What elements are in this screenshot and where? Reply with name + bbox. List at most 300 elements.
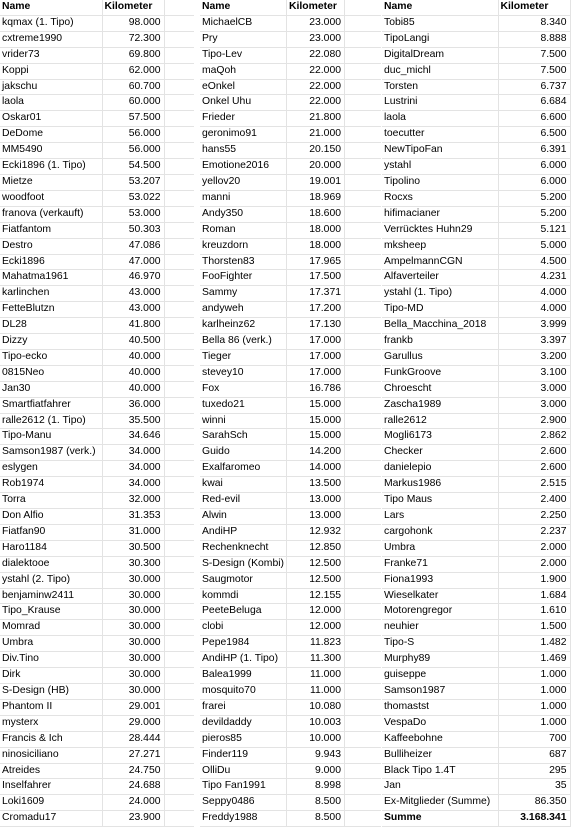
cell-kilometer[interactable]: 13.000 <box>287 493 345 509</box>
cell-kilometer[interactable]: 30.300 <box>102 556 164 572</box>
cell-name[interactable]: karlinchen <box>0 286 102 302</box>
cell-name[interactable]: FooFighter <box>200 270 287 286</box>
cell-kilometer[interactable]: 18.000 <box>287 222 345 238</box>
cell-kilometer[interactable]: 1.500 <box>498 620 570 636</box>
cell-kilometer[interactable]: 10.000 <box>287 731 345 747</box>
cell-kilometer[interactable]: 20.150 <box>287 143 345 159</box>
cell-name[interactable]: NewTipoFan <box>382 143 498 159</box>
cell-name[interactable]: Torsten <box>382 79 498 95</box>
summary-total[interactable]: 3.168.341 <box>498 811 570 827</box>
cell-name[interactable]: Samson1987 (verk.) <box>0 445 102 461</box>
cell-name[interactable]: Jan30 <box>0 381 102 397</box>
cell-name[interactable]: mosquito70 <box>200 683 287 699</box>
cell-kilometer[interactable]: 31.000 <box>102 524 164 540</box>
cell-kilometer[interactable]: 34.646 <box>102 429 164 445</box>
cell-name[interactable]: Finder119 <box>200 747 287 763</box>
cell-name[interactable]: Frieder <box>200 111 287 127</box>
cell-kilometer[interactable]: 8.500 <box>287 811 345 827</box>
cell-kilometer[interactable]: 22.000 <box>287 95 345 111</box>
cell-name[interactable]: duc_michl <box>382 63 498 79</box>
cell-kilometer[interactable]: 98.000 <box>102 15 164 31</box>
cell-name[interactable]: Bulliheizer <box>382 747 498 763</box>
cell-kilometer[interactable]: 28.444 <box>102 731 164 747</box>
cell-name[interactable]: ralle2612 <box>382 413 498 429</box>
cell-kilometer[interactable]: 53.207 <box>102 174 164 190</box>
cell-kilometer[interactable]: 5.200 <box>498 206 570 222</box>
cell-name[interactable]: Koppi <box>0 63 102 79</box>
cell-name[interactable]: tuxedo21 <box>200 397 287 413</box>
cell-name[interactable]: Umbra <box>0 636 102 652</box>
cell-kilometer[interactable]: 16.786 <box>287 381 345 397</box>
cell-kilometer[interactable]: 30.000 <box>102 636 164 652</box>
cell-name[interactable]: AmpelmannCGN <box>382 254 498 270</box>
cell-kilometer[interactable]: 7.500 <box>498 47 570 63</box>
cell-kilometer[interactable]: 17.000 <box>287 349 345 365</box>
cell-kilometer[interactable]: 687 <box>498 747 570 763</box>
cell-kilometer[interactable]: 15.000 <box>287 429 345 445</box>
cell-name[interactable]: eOnkel <box>200 79 287 95</box>
cell-kilometer[interactable]: 17.130 <box>287 318 345 334</box>
cell-name[interactable]: laola <box>0 95 102 111</box>
cell-name[interactable]: vrider73 <box>0 47 102 63</box>
cell-kilometer[interactable]: 1.000 <box>498 715 570 731</box>
header-name[interactable]: Name <box>200 0 287 15</box>
cell-kilometer[interactable]: 3.000 <box>498 381 570 397</box>
cell-name[interactable]: winni <box>200 413 287 429</box>
cell-kilometer[interactable]: 34.000 <box>102 445 164 461</box>
cell-name[interactable]: Onkel Uhu <box>200 95 287 111</box>
cell-kilometer[interactable]: 72.300 <box>102 31 164 47</box>
cell-kilometer[interactable]: 17.371 <box>287 286 345 302</box>
cell-name[interactable]: SarahSch <box>200 429 287 445</box>
cell-kilometer[interactable]: 8.340 <box>498 15 570 31</box>
cell-kilometer[interactable]: 47.000 <box>102 254 164 270</box>
cell-kilometer[interactable]: 1.000 <box>498 683 570 699</box>
cell-kilometer[interactable]: 40.000 <box>102 349 164 365</box>
cell-name[interactable]: TipoLangi <box>382 31 498 47</box>
cell-kilometer[interactable]: 54.500 <box>102 159 164 175</box>
cell-name[interactable]: AndiHP (1. Tipo) <box>200 652 287 668</box>
cell-kilometer[interactable]: 6.391 <box>498 143 570 159</box>
cell-kilometer[interactable]: 2.250 <box>498 509 570 525</box>
cell-name[interactable]: Oskar01 <box>0 111 102 127</box>
cell-name[interactable]: Checker <box>382 445 498 461</box>
cell-name[interactable]: Tieger <box>200 349 287 365</box>
cell-name[interactable]: Francis & Ich <box>0 731 102 747</box>
cell-kilometer[interactable]: 11.823 <box>287 636 345 652</box>
cell-name[interactable]: Samson1987 <box>382 683 498 699</box>
cell-kilometer[interactable]: 43.000 <box>102 286 164 302</box>
cell-kilometer[interactable]: 56.000 <box>102 127 164 143</box>
header-kilometer[interactable]: Kilometer <box>498 0 570 15</box>
cell-name[interactable]: PeeteBeluga <box>200 604 287 620</box>
cell-name[interactable]: Rob1974 <box>0 477 102 493</box>
cell-name[interactable]: guiseppe <box>382 668 498 684</box>
cell-name[interactable]: Mahatma1961 <box>0 270 102 286</box>
cell-name[interactable]: Alwin <box>200 509 287 525</box>
cell-name[interactable]: Emotione2016 <box>200 159 287 175</box>
cell-kilometer[interactable]: 53.000 <box>102 206 164 222</box>
cell-name[interactable]: manni <box>200 190 287 206</box>
cell-name[interactable]: Jan <box>382 779 498 795</box>
cell-name[interactable]: ystahl (2. Tipo) <box>0 572 102 588</box>
cell-name[interactable]: Ecki1896 (1. Tipo) <box>0 159 102 175</box>
cell-kilometer[interactable]: 14.000 <box>287 461 345 477</box>
cell-name[interactable]: Bella_Macchina_2018 <box>382 318 498 334</box>
cell-name[interactable]: ystahl (1. Tipo) <box>382 286 498 302</box>
cell-name[interactable]: Verrücktes Huhn29 <box>382 222 498 238</box>
cell-name[interactable]: Wieselkater <box>382 588 498 604</box>
cell-name[interactable]: Dizzy <box>0 334 102 350</box>
cell-name[interactable]: ninosiciliano <box>0 747 102 763</box>
cell-kilometer[interactable]: 24.000 <box>102 795 164 811</box>
cell-kilometer[interactable]: 30.500 <box>102 540 164 556</box>
cell-kilometer[interactable]: 2.862 <box>498 429 570 445</box>
cell-kilometer[interactable]: 5.000 <box>498 238 570 254</box>
cell-name[interactable]: eslygen <box>0 461 102 477</box>
cell-kilometer[interactable]: 40.000 <box>102 381 164 397</box>
cell-kilometer[interactable]: 1.482 <box>498 636 570 652</box>
cell-name[interactable]: Andy350 <box>200 206 287 222</box>
cell-kilometer[interactable]: 17.965 <box>287 254 345 270</box>
cell-name[interactable]: geronimo91 <box>200 127 287 143</box>
cell-name[interactable]: S-Design (Kombi) <box>200 556 287 572</box>
cell-name[interactable]: clobi <box>200 620 287 636</box>
cell-name[interactable]: Kaffeebohne <box>382 731 498 747</box>
cell-kilometer[interactable]: 2.600 <box>498 461 570 477</box>
cell-name[interactable]: FetteBlutzn <box>0 302 102 318</box>
cell-name[interactable]: MM5490 <box>0 143 102 159</box>
cell-kilometer[interactable]: 17.200 <box>287 302 345 318</box>
cell-kilometer[interactable]: 12.000 <box>287 604 345 620</box>
cell-kilometer[interactable]: 2.515 <box>498 477 570 493</box>
cell-name[interactable]: Fox <box>200 381 287 397</box>
cell-kilometer[interactable]: 4.000 <box>498 286 570 302</box>
cell-name[interactable]: franova (verkauft) <box>0 206 102 222</box>
cell-name[interactable]: laola <box>382 111 498 127</box>
cell-name[interactable]: Franke71 <box>382 556 498 572</box>
cell-kilometer[interactable]: 6.500 <box>498 127 570 143</box>
cell-kilometer[interactable]: 2.400 <box>498 493 570 509</box>
cell-name[interactable]: mysterx <box>0 715 102 731</box>
cell-kilometer[interactable]: 23.000 <box>287 15 345 31</box>
cell-kilometer[interactable]: 11.300 <box>287 652 345 668</box>
cell-name[interactable]: karlheinz62 <box>200 318 287 334</box>
cell-kilometer[interactable]: 23.900 <box>102 811 164 827</box>
cell-kilometer[interactable]: 10.080 <box>287 699 345 715</box>
cell-kilometer[interactable]: 6.000 <box>498 174 570 190</box>
cell-kilometer[interactable]: 15.000 <box>287 413 345 429</box>
cell-name[interactable]: Torra <box>0 493 102 509</box>
cell-kilometer[interactable]: 12.000 <box>287 620 345 636</box>
cell-kilometer[interactable]: 2.000 <box>498 540 570 556</box>
cell-kilometer[interactable]: 3.000 <box>498 397 570 413</box>
cell-name[interactable]: hifimacianer <box>382 206 498 222</box>
cell-kilometer[interactable]: 2.600 <box>498 445 570 461</box>
cell-kilometer[interactable]: 18.000 <box>287 238 345 254</box>
cell-kilometer[interactable]: 29.001 <box>102 699 164 715</box>
cell-kilometer[interactable]: 27.271 <box>102 747 164 763</box>
cell-name[interactable]: Don Alfio <box>0 509 102 525</box>
cell-kilometer[interactable]: 17.000 <box>287 365 345 381</box>
cell-kilometer[interactable]: 21.000 <box>287 127 345 143</box>
cell-name[interactable]: thomastst <box>382 699 498 715</box>
cell-name[interactable]: Haro1184 <box>0 540 102 556</box>
cell-kilometer[interactable]: 3.200 <box>498 349 570 365</box>
cell-name[interactable]: Atreides <box>0 763 102 779</box>
cell-name[interactable]: Lars <box>382 509 498 525</box>
cell-kilometer[interactable]: 3.397 <box>498 334 570 350</box>
cell-kilometer[interactable]: 1.000 <box>498 668 570 684</box>
cell-kilometer[interactable]: 35.500 <box>102 413 164 429</box>
cell-name[interactable]: Chroescht <box>382 381 498 397</box>
cell-kilometer[interactable]: 6.000 <box>498 159 570 175</box>
cell-name[interactable]: FunkGroove <box>382 365 498 381</box>
cell-name[interactable]: Tipo-S <box>382 636 498 652</box>
cell-name[interactable]: DL28 <box>0 318 102 334</box>
cell-name[interactable]: Inselfahrer <box>0 779 102 795</box>
cell-name[interactable]: Ex-Mitglieder (Summe) <box>382 795 498 811</box>
cell-kilometer[interactable]: 295 <box>498 763 570 779</box>
cell-kilometer[interactable]: 30.000 <box>102 572 164 588</box>
cell-name[interactable]: Fiatfan90 <box>0 524 102 540</box>
cell-name[interactable]: pieros85 <box>200 731 287 747</box>
cell-name[interactable]: kqmax (1. Tipo) <box>0 15 102 31</box>
cell-kilometer[interactable]: 29.000 <box>102 715 164 731</box>
cell-name[interactable]: Tipo_Krause <box>0 604 102 620</box>
cell-name[interactable]: Tipolino <box>382 174 498 190</box>
cell-name[interactable]: devildaddy <box>200 715 287 731</box>
cell-kilometer[interactable]: 36.000 <box>102 397 164 413</box>
cell-kilometer[interactable]: 34.000 <box>102 461 164 477</box>
cell-name[interactable]: Alfaverteiler <box>382 270 498 286</box>
cell-name[interactable]: kwai <box>200 477 287 493</box>
cell-name[interactable]: Zascha1989 <box>382 397 498 413</box>
cell-kilometer[interactable]: 30.000 <box>102 652 164 668</box>
cell-kilometer[interactable]: 30.000 <box>102 683 164 699</box>
cell-kilometer[interactable]: 4.231 <box>498 270 570 286</box>
cell-name[interactable]: Seppy0486 <box>200 795 287 811</box>
cell-name[interactable]: Black Tipo 1.4T <box>382 763 498 779</box>
cell-kilometer[interactable]: 5.121 <box>498 222 570 238</box>
cell-kilometer[interactable]: 4.500 <box>498 254 570 270</box>
cell-name[interactable]: OlliDu <box>200 763 287 779</box>
cell-name[interactable]: stevey10 <box>200 365 287 381</box>
cell-kilometer[interactable]: 10.003 <box>287 715 345 731</box>
cell-name[interactable]: Markus1986 <box>382 477 498 493</box>
cell-name[interactable]: Rechenknecht <box>200 540 287 556</box>
cell-kilometer[interactable]: 19.001 <box>287 174 345 190</box>
cell-name[interactable]: yellov20 <box>200 174 287 190</box>
cell-name[interactable]: Sammy <box>200 286 287 302</box>
cell-name[interactable]: hans55 <box>200 143 287 159</box>
header-kilometer[interactable]: Kilometer <box>102 0 164 15</box>
cell-kilometer[interactable]: 17.000 <box>287 334 345 350</box>
cell-name[interactable]: woodfoot <box>0 190 102 206</box>
cell-name[interactable]: frankb <box>382 334 498 350</box>
cell-kilometer[interactable]: 15.000 <box>287 397 345 413</box>
cell-kilometer[interactable]: 12.155 <box>287 588 345 604</box>
cell-kilometer[interactable]: 22.000 <box>287 63 345 79</box>
cell-kilometer[interactable]: 21.800 <box>287 111 345 127</box>
cell-kilometer[interactable]: 9.943 <box>287 747 345 763</box>
cell-name[interactable]: neuhier <box>382 620 498 636</box>
cell-kilometer[interactable]: 14.200 <box>287 445 345 461</box>
cell-kilometer[interactable]: 20.000 <box>287 159 345 175</box>
cell-kilometer[interactable]: 8.998 <box>287 779 345 795</box>
cell-kilometer[interactable]: 1.900 <box>498 572 570 588</box>
cell-kilometer[interactable]: 86.350 <box>498 795 570 811</box>
cell-kilometer[interactable]: 30.000 <box>102 588 164 604</box>
cell-name[interactable]: Cromadu17 <box>0 811 102 827</box>
cell-name[interactable]: Balea1999 <box>200 668 287 684</box>
cell-kilometer[interactable]: 700 <box>498 731 570 747</box>
cell-kilometer[interactable]: 5.200 <box>498 190 570 206</box>
cell-name[interactable]: Tipo Maus <box>382 493 498 509</box>
cell-kilometer[interactable]: 2.900 <box>498 413 570 429</box>
cell-kilometer[interactable]: 50.303 <box>102 222 164 238</box>
cell-name[interactable]: Fiatfantom <box>0 222 102 238</box>
header-name[interactable]: Name <box>0 0 102 15</box>
cell-kilometer[interactable]: 1.684 <box>498 588 570 604</box>
cell-kilometer[interactable]: 6.737 <box>498 79 570 95</box>
cell-kilometer[interactable]: 8.888 <box>498 31 570 47</box>
cell-kilometer[interactable]: 31.353 <box>102 509 164 525</box>
cell-name[interactable]: frarei <box>200 699 287 715</box>
cell-kilometer[interactable]: 41.800 <box>102 318 164 334</box>
cell-kilometer[interactable]: 1.610 <box>498 604 570 620</box>
cell-kilometer[interactable]: 18.600 <box>287 206 345 222</box>
cell-kilometer[interactable]: 24.688 <box>102 779 164 795</box>
cell-kilometer[interactable]: 12.850 <box>287 540 345 556</box>
cell-kilometer[interactable]: 47.086 <box>102 238 164 254</box>
cell-kilometer[interactable]: 22.000 <box>287 79 345 95</box>
cell-name[interactable]: benjaminw2411 <box>0 588 102 604</box>
cell-name[interactable]: Pepe1984 <box>200 636 287 652</box>
cell-name[interactable]: MichaelCB <box>200 15 287 31</box>
cell-name[interactable]: Tipo-ecko <box>0 349 102 365</box>
cell-name[interactable]: Tobi85 <box>382 15 498 31</box>
cell-name[interactable]: Bella 86 (verk.) <box>200 334 287 350</box>
cell-kilometer[interactable]: 23.000 <box>287 31 345 47</box>
cell-name[interactable]: kreuzdorn <box>200 238 287 254</box>
cell-name[interactable]: Destro <box>0 238 102 254</box>
cell-name[interactable]: dialektooe <box>0 556 102 572</box>
cell-kilometer[interactable]: 34.000 <box>102 477 164 493</box>
header-name[interactable]: Name <box>382 0 498 15</box>
cell-name[interactable]: jakschu <box>0 79 102 95</box>
cell-name[interactable]: toecutter <box>382 127 498 143</box>
cell-name[interactable]: Loki1609 <box>0 795 102 811</box>
cell-name[interactable]: cxtreme1990 <box>0 31 102 47</box>
cell-name[interactable]: S-Design (HB) <box>0 683 102 699</box>
cell-kilometer[interactable]: 43.000 <box>102 302 164 318</box>
cell-name[interactable]: Fiona1993 <box>382 572 498 588</box>
cell-name[interactable]: AndiHP <box>200 524 287 540</box>
cell-kilometer[interactable]: 30.000 <box>102 604 164 620</box>
cell-name[interactable]: Umbra <box>382 540 498 556</box>
cell-kilometer[interactable]: 30.000 <box>102 620 164 636</box>
cell-name[interactable]: Momrad <box>0 620 102 636</box>
cell-kilometer[interactable]: 4.000 <box>498 302 570 318</box>
cell-kilometer[interactable]: 30.000 <box>102 668 164 684</box>
cell-kilometer[interactable]: 2.000 <box>498 556 570 572</box>
cell-name[interactable]: Phantom II <box>0 699 102 715</box>
cell-kilometer[interactable]: 32.000 <box>102 493 164 509</box>
cell-name[interactable]: VespaDo <box>382 715 498 731</box>
cell-name[interactable]: Murphy89 <box>382 652 498 668</box>
cell-name[interactable]: Roman <box>200 222 287 238</box>
header-kilometer[interactable]: Kilometer <box>287 0 345 15</box>
cell-kilometer[interactable]: 8.500 <box>287 795 345 811</box>
cell-kilometer[interactable]: 53.022 <box>102 190 164 206</box>
cell-name[interactable]: kommdi <box>200 588 287 604</box>
cell-name[interactable]: Tipo Fan1991 <box>200 779 287 795</box>
cell-kilometer[interactable]: 24.750 <box>102 763 164 779</box>
cell-name[interactable]: Tipo-MD <box>382 302 498 318</box>
cell-name[interactable]: cargohonk <box>382 524 498 540</box>
cell-name[interactable]: Dirk <box>0 668 102 684</box>
cell-kilometer[interactable]: 35 <box>498 779 570 795</box>
cell-name[interactable]: Mietze <box>0 174 102 190</box>
cell-name[interactable]: Red-evil <box>200 493 287 509</box>
cell-name[interactable]: Guido <box>200 445 287 461</box>
cell-kilometer[interactable]: 1.000 <box>498 699 570 715</box>
cell-kilometer[interactable]: 57.500 <box>102 111 164 127</box>
cell-kilometer[interactable]: 12.500 <box>287 572 345 588</box>
cell-name[interactable]: Exalfaromeo <box>200 461 287 477</box>
cell-kilometer[interactable]: 40.000 <box>102 365 164 381</box>
summary-label[interactable]: Summe <box>382 811 498 827</box>
cell-kilometer[interactable]: 60.000 <box>102 95 164 111</box>
cell-name[interactable]: Div.Tino <box>0 652 102 668</box>
cell-name[interactable]: Freddy1988 <box>200 811 287 827</box>
cell-kilometer[interactable]: 13.500 <box>287 477 345 493</box>
cell-name[interactable]: danielepio <box>382 461 498 477</box>
cell-name[interactable]: maQoh <box>200 63 287 79</box>
cell-name[interactable]: Mogli6173 <box>382 429 498 445</box>
cell-kilometer[interactable]: 2.237 <box>498 524 570 540</box>
cell-kilometer[interactable]: 11.000 <box>287 668 345 684</box>
cell-kilometer[interactable]: 6.600 <box>498 111 570 127</box>
cell-kilometer[interactable]: 12.932 <box>287 524 345 540</box>
cell-kilometer[interactable]: 6.684 <box>498 95 570 111</box>
cell-kilometer[interactable]: 69.800 <box>102 47 164 63</box>
cell-name[interactable]: andyweh <box>200 302 287 318</box>
cell-kilometer[interactable]: 22.080 <box>287 47 345 63</box>
cell-name[interactable]: Lustrini <box>382 95 498 111</box>
cell-kilometer[interactable]: 40.500 <box>102 334 164 350</box>
cell-name[interactable]: Garullus <box>382 349 498 365</box>
cell-name[interactable]: Ecki1896 <box>0 254 102 270</box>
cell-kilometer[interactable]: 56.000 <box>102 143 164 159</box>
cell-kilometer[interactable]: 12.500 <box>287 556 345 572</box>
cell-kilometer[interactable]: 7.500 <box>498 63 570 79</box>
cell-name[interactable]: Thorsten83 <box>200 254 287 270</box>
cell-name[interactable]: Saugmotor <box>200 572 287 588</box>
cell-kilometer[interactable]: 13.000 <box>287 509 345 525</box>
cell-name[interactable]: Smartfiatfahrer <box>0 397 102 413</box>
cell-kilometer[interactable]: 11.000 <box>287 683 345 699</box>
cell-kilometer[interactable]: 9.000 <box>287 763 345 779</box>
cell-name[interactable]: Tipo-Manu <box>0 429 102 445</box>
cell-name[interactable]: Pry <box>200 31 287 47</box>
cell-name[interactable]: ralle2612 (1. Tipo) <box>0 413 102 429</box>
cell-name[interactable]: mksheep <box>382 238 498 254</box>
cell-kilometer[interactable]: 17.500 <box>287 270 345 286</box>
cell-kilometer[interactable]: 46.970 <box>102 270 164 286</box>
cell-name[interactable]: ystahl <box>382 159 498 175</box>
